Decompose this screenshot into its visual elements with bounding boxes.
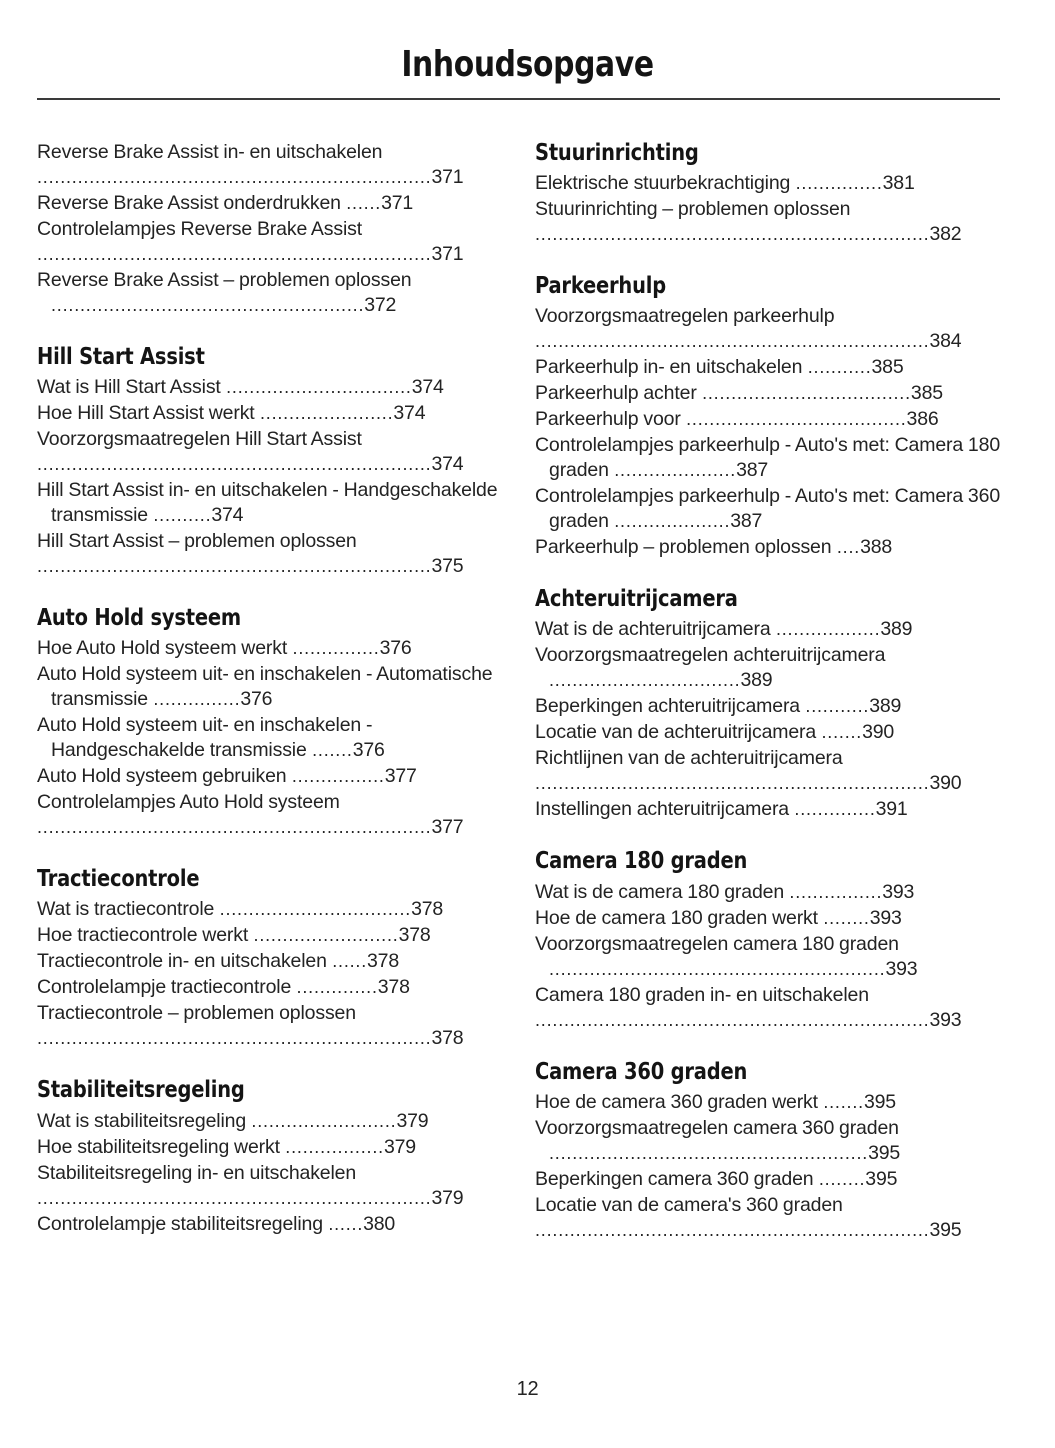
toc-entry-label: Beperkingen achteruitrijcamera <box>535 695 800 718</box>
toc-leader-dots: ....................... <box>254 403 394 424</box>
toc-leader-dots: .................................................................... <box>37 167 432 187</box>
toc-page-number: 388 <box>860 536 892 559</box>
toc-leader-dots: .................................................................... <box>535 1219 930 1240</box>
toc-entry-label: Wat is tractiecontrole <box>37 898 215 921</box>
toc-entry-label: Reverse Brake Assist in- en uitschakelen <box>37 141 383 163</box>
toc-entry[interactable] <box>37 897 504 922</box>
toc-entry[interactable] <box>535 197 1002 247</box>
toc-leader-dots: .................................... <box>696 383 911 404</box>
toc-entry[interactable] <box>535 355 1002 380</box>
toc-entry-label: Hoe de camera 180 graden werkt <box>535 906 818 929</box>
toc-leader-dots: ............... <box>147 689 241 710</box>
toc-entry[interactable] <box>535 407 1002 432</box>
toc-leader-dots: .............. <box>789 799 876 820</box>
toc-page-number: 386 <box>906 408 939 431</box>
toc-entry-label: Wat is Hill Start Assist <box>37 376 221 399</box>
toc-leader-dots: ...................................................... <box>51 295 365 315</box>
section-heading: Tractiecontrole <box>37 866 200 893</box>
toc-leader-dots: .................. <box>770 619 881 640</box>
toc-leader-dots: ...... <box>322 1213 364 1234</box>
toc-page-number: 389 <box>740 669 773 692</box>
toc-entry-label: Hoe Hill Start Assist werkt <box>37 402 255 425</box>
toc-entry[interactable] <box>535 880 1002 905</box>
toc-entry-label: Reverse Brake Assist – problemen oplossen <box>37 269 412 291</box>
toc-page-number: 380 <box>363 1212 396 1235</box>
toc-entry-label: Auto Hold systeem gebruiken <box>37 765 287 788</box>
toc-page-number: 379 <box>396 1109 429 1132</box>
toc-entry[interactable] <box>535 983 1002 1033</box>
toc-page-number: 395 <box>929 1218 962 1241</box>
toc-entry-label: Hill Start Assist – problemen oplossen <box>37 530 357 553</box>
toc-leader-dots: ........... <box>800 696 870 717</box>
toc-page-number: 381 <box>882 172 915 195</box>
toc-entry-label: Auto Hold systeem uit- en inschakelen - Handgeschakelde transmissie <box>37 714 373 762</box>
toc-entry[interactable] <box>37 427 504 477</box>
toc-leader-dots: .................................................................... <box>535 224 930 245</box>
toc-page-number: 382 <box>929 223 962 246</box>
right-column <box>535 140 1002 1244</box>
toc-leader-dots: ....... <box>816 722 863 743</box>
toc-entry[interactable] <box>37 713 504 763</box>
toc-page-number: 393 <box>885 957 918 980</box>
toc-entry[interactable] <box>37 949 504 974</box>
toc-entry[interactable] <box>37 375 504 400</box>
toc-entry[interactable] <box>37 140 504 190</box>
toc-entry[interactable] <box>535 720 1002 745</box>
toc-entry[interactable] <box>37 478 504 528</box>
toc-leader-dots: ................................. <box>549 670 741 691</box>
section-heading: Hill Start Assist <box>37 344 205 370</box>
toc-entry[interactable] <box>37 191 504 216</box>
toc-leader-dots: ...................................... <box>680 409 907 430</box>
toc-leader-dots: ................ <box>286 766 385 787</box>
toc-entry-label: Reverse Brake Assist onderdrukken <box>37 192 341 214</box>
toc-page-number: 390 <box>862 721 895 744</box>
toc-entry[interactable] <box>37 268 504 318</box>
toc-leader-dots: ......................... <box>246 1110 397 1131</box>
toc-page-number: 395 <box>863 1090 896 1113</box>
toc-leader-dots: ......................... <box>248 925 399 946</box>
toc-page-number: 387 <box>736 459 768 482</box>
toc-entry[interactable] <box>37 1135 504 1160</box>
toc-entry[interactable] <box>37 662 504 712</box>
toc-leader-dots: ....... <box>306 740 353 761</box>
toc-leader-dots: ............... <box>790 173 883 194</box>
section-heading: Stabiliteitsregeling <box>37 1077 245 1104</box>
toc-leader-dots: .................................................................... <box>37 1187 432 1208</box>
toc-page-number: 376 <box>240 688 273 711</box>
toc-leader-dots: ................. <box>279 1136 384 1157</box>
toc-entry-label: Voorzorgsmaatregelen Hill Start Assist <box>37 428 362 451</box>
toc-page-number: 374 <box>211 504 244 527</box>
toc-leader-dots: ........ <box>817 907 870 928</box>
toc-entry[interactable] <box>535 694 1002 719</box>
toc-leader-dots: ................................ <box>220 377 412 398</box>
toc-entry[interactable] <box>37 764 504 789</box>
toc-entry[interactable] <box>37 217 504 267</box>
toc-entry-label: Instellingen achteruitrijcamera <box>535 798 789 821</box>
toc-entry[interactable] <box>535 535 1002 560</box>
toc-page-number: 371 <box>381 192 413 214</box>
toc-entry[interactable] <box>37 975 504 1000</box>
toc-entry-label: Parkeerhulp achter <box>535 382 697 405</box>
toc-entry[interactable] <box>535 1193 1002 1243</box>
toc-page-number: 377 <box>431 816 464 839</box>
toc-entry-label: Hoe de camera 360 graden werkt <box>535 1090 818 1113</box>
toc-page-number: 374 <box>411 376 444 399</box>
toc-entry[interactable] <box>37 1001 504 1051</box>
toc-entry[interactable] <box>535 797 1002 822</box>
toc-entry[interactable] <box>535 1167 1002 1192</box>
toc-entry[interactable] <box>37 529 504 579</box>
toc-entry-label: Elektrische stuurbekrachtiging <box>535 172 791 195</box>
toc-leader-dots: .......................................................... <box>549 958 886 979</box>
toc-entry-label: Controlelampjes Reverse Brake Assist <box>37 218 363 240</box>
toc-entry-label: Parkeerhulp voor <box>535 408 681 431</box>
toc-page-number: 389 <box>880 618 913 641</box>
toc-entry[interactable] <box>535 1116 1002 1166</box>
toc-leader-dots: .................................................................... <box>535 331 930 352</box>
toc-page-number: 387 <box>730 510 763 533</box>
toc-entry-label: Stabiliteitsregeling in- en uitschakelen <box>37 1161 357 1184</box>
toc-page-number: 385 <box>871 356 904 379</box>
toc-entry-label: Controlelampjes Auto Hold systeem <box>37 791 340 814</box>
toc-page-number: 389 <box>869 695 902 718</box>
toc-entry-label: Tractiecontrole – problemen oplossen <box>37 1002 356 1025</box>
toc-entry-label: Controlelampjes parkeerhulp - Auto's met: Camera 180 graden <box>535 434 1001 482</box>
toc-entry-label: Tractiecontrole in- en uitschakelen <box>37 950 327 973</box>
toc-page-number: 378 <box>411 898 444 921</box>
toc-entry-label: Camera 180 graden in- en uitschakelen <box>535 983 869 1006</box>
toc-leader-dots: ............... <box>287 638 380 659</box>
toc-page-number: 379 <box>431 1186 464 1209</box>
toc-entry-label: Beperkingen camera 360 graden <box>535 1167 814 1190</box>
section-heading: Stuurinrichting <box>535 140 699 166</box>
toc-entry[interactable] <box>535 643 1002 693</box>
toc-page-number: 372 <box>364 294 397 316</box>
toc-entry[interactable] <box>535 433 1002 483</box>
toc-entry-label: Voorzorgsmaatregelen parkeerhulp <box>535 305 835 328</box>
toc-leader-dots: ..................... <box>608 460 737 481</box>
toc-page-number: 371 <box>431 166 464 188</box>
toc-entry[interactable] <box>535 484 1002 534</box>
section-heading: Auto Hold systeem <box>37 605 241 632</box>
toc-leader-dots: .................... <box>608 511 731 532</box>
toc-entry-label: Voorzorgsmaatregelen camera 360 graden <box>535 1116 899 1139</box>
toc-page-number: 378 <box>398 924 431 947</box>
toc-page-number: 376 <box>352 739 385 762</box>
toc-entry-label: Hoe tractiecontrole werkt <box>37 924 249 947</box>
toc-page-number: 395 <box>865 1167 898 1190</box>
toc-leader-dots: .................................................................... <box>37 556 432 577</box>
section-heading: Parkeerhulp <box>535 273 666 300</box>
toc-leader-dots: ....................................................... <box>549 1142 869 1163</box>
toc-entry-label: Controlelampjes parkeerhulp - Auto's met: Camera 360 graden <box>535 485 1001 533</box>
toc-entry-label: Hill Start Assist in- en uitschakelen - Handgeschakelde transmissie <box>37 479 498 527</box>
toc-page-number: 378 <box>377 976 410 999</box>
toc-entry[interactable] <box>535 617 1002 642</box>
toc-entry-label: Voorzorgsmaatregelen camera 180 graden <box>535 932 899 955</box>
title-divider <box>37 98 1000 100</box>
toc-page-number: 376 <box>379 637 412 660</box>
toc-leader-dots: .................................................................... <box>37 454 432 475</box>
toc-leader-dots: .......... <box>147 505 212 526</box>
toc-leader-dots: ...... <box>326 951 368 972</box>
toc-entry-label: Parkeerhulp in- en uitschakelen <box>535 356 803 379</box>
toc-page-number: 371 <box>431 243 464 265</box>
toc-page-number: 384 <box>929 330 962 353</box>
toc-page-number: 393 <box>882 880 915 903</box>
toc-entry[interactable] <box>535 1090 1002 1115</box>
toc-entry-label: Hoe stabiliteitsregeling werkt <box>37 1135 280 1158</box>
toc-page-number: 377 <box>384 765 417 788</box>
toc-entry[interactable] <box>37 401 504 426</box>
toc-leader-dots: .................................................................... <box>37 1028 432 1049</box>
toc-entry[interactable] <box>535 746 1002 796</box>
page-title: Inhoudsopgave <box>401 44 654 85</box>
toc-entry[interactable] <box>535 304 1002 354</box>
toc-leader-dots: ........ <box>813 1168 866 1189</box>
toc-leader-dots: .............. <box>291 977 378 998</box>
toc-entry[interactable] <box>37 1161 504 1211</box>
toc-entry-label: Locatie van de achteruitrijcamera <box>535 721 817 744</box>
section-heading: Camera 360 graden <box>535 1058 748 1085</box>
toc-page-number: 390 <box>929 772 962 795</box>
toc-leader-dots: .................................................................... <box>37 244 432 264</box>
toc-entry[interactable] <box>37 790 504 840</box>
page-number: 12 <box>516 1378 539 1400</box>
toc-page-number: 393 <box>929 1008 962 1031</box>
toc-entry-label: Wat is de camera 180 graden <box>535 880 785 903</box>
toc-page-number: 391 <box>875 798 908 821</box>
toc-page-number: 374 <box>393 402 426 425</box>
toc-leader-dots: .................................................................... <box>535 1009 930 1030</box>
toc-page-number: 379 <box>383 1135 416 1158</box>
toc-entry-label: Controlelampje stabiliteitsregeling <box>37 1212 323 1235</box>
toc-entry[interactable] <box>37 636 504 661</box>
toc-entry[interactable] <box>535 171 1002 196</box>
toc-entry-label: Richtlijnen van de achteruitrijcamera <box>535 747 843 770</box>
toc-entry[interactable] <box>37 1212 504 1237</box>
toc-entry[interactable] <box>535 381 1002 406</box>
toc-leader-dots: ................................. <box>214 899 412 920</box>
toc-leader-dots: .................................................................... <box>535 773 930 794</box>
toc-leader-dots: ................ <box>784 881 883 902</box>
toc-entry-label: Wat is stabiliteitsregeling <box>37 1109 247 1132</box>
toc-entry[interactable] <box>535 932 1002 982</box>
toc-entry-label: Wat is de achteruitrijcamera <box>535 618 771 641</box>
toc-page-number: 378 <box>431 1027 464 1050</box>
toc-entry-label: Controlelampje tractiecontrole <box>37 976 292 999</box>
toc-leader-dots: .... <box>831 537 861 558</box>
toc-page-number: 395 <box>868 1141 900 1164</box>
toc-leader-dots: ........... <box>802 357 872 378</box>
toc-entry[interactable] <box>37 1109 504 1134</box>
toc-leader-dots: ...... <box>340 193 382 213</box>
toc-columns <box>37 140 1002 1244</box>
toc-page-number: 378 <box>367 950 399 973</box>
toc-page-number: 374 <box>431 453 464 476</box>
toc-entry-label: Parkeerhulp – problemen oplossen <box>535 536 832 559</box>
toc-page-number: 393 <box>869 906 902 929</box>
toc-entry[interactable] <box>535 906 1002 931</box>
left-column <box>37 140 504 1244</box>
toc-leader-dots: ....... <box>817 1091 864 1112</box>
section-heading: Achteruitrijcamera <box>535 586 738 613</box>
toc-entry-label: Hoe Auto Hold systeem werkt <box>37 637 288 660</box>
toc-entry-label: Voorzorgsmaatregelen achteruitrijcamera <box>535 644 886 667</box>
section-heading: Camera 180 graden <box>535 848 748 875</box>
toc-entry-label: Locatie van de camera's 360 graden <box>535 1193 843 1216</box>
toc-leader-dots: .................................................................... <box>37 817 432 838</box>
toc-page-number: 385 <box>910 382 943 405</box>
toc-entry[interactable] <box>37 923 504 948</box>
toc-page-number: 375 <box>431 555 464 578</box>
toc-entry-label: Auto Hold systeem uit- en inschakelen - Automatische transmissie <box>37 663 493 711</box>
toc-entry-label: Stuurinrichting – problemen oplossen <box>535 198 851 221</box>
